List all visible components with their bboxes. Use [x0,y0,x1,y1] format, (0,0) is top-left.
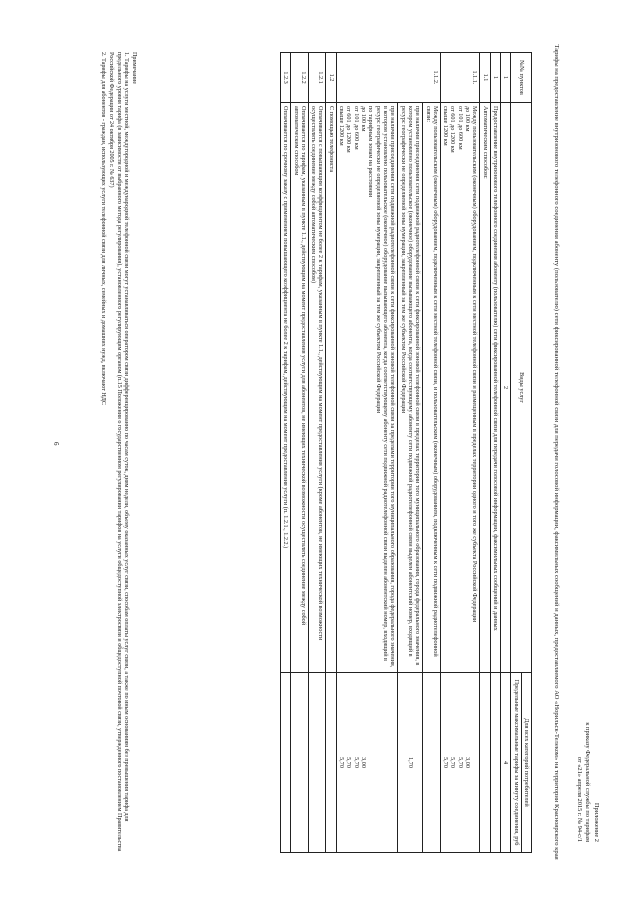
appendix-header [574,582,600,842]
row-value [490,673,500,853]
row-number: 1 [490,53,500,103]
order-reference: к приказу Федеральной службы по тарифам [584,722,592,842]
colnum-1: 1 [501,53,511,103]
tariff-value: 5,70 [456,757,464,768]
distance-band: от 601 до 1200 км [449,106,457,153]
row-number: 1.2 [326,53,336,103]
row-value [440,673,480,853]
tariff-value: 5,70 [442,757,450,768]
row-text: при наличии присоединения сети подвижной радиотелефонной связи к сети фиксированной зоновой телефонной связи в пределах территории того муниципального образования, города федерального значения, в котором установлено пользовательское (оконечное) оборудование вызывающего абонента, когда соответствующему абоненту сети подвижной радиотелефонной связи выделен абонентский номер, входящий в ресурс географически не определяемой зоны нумерации, закрепленный за тем же субъектом Российской Федерации [398,103,423,673]
distance-band: от 101 до 600 км [352,106,360,150]
row-text [336,103,398,673]
tariff-value: 5,70 [338,757,346,768]
page-number: 6 [52,442,60,446]
col-header-service: Виды услуг [511,103,532,673]
table-row [440,53,480,853]
note-1: 1. Тарифы на услуги местной, междугородной и международной телефонной связи могут устанавливаться оператором связи дифференцированно по часам суток, дням недели, объему оказанных услуг связи, способам оплаты услуг связи, а также по иным основаниям без превышения тарифа для предельного уровня тарифа (в зависимости от выбранного метода регулирования), установленного регулирующим органом (п.15 Положения о государственном регулировании тарифов на услуги общедоступной электросвязи и общедоступной почтовой связи, утвержденного постановлением Правительства Российской Федерации от 24 октября 2005 г. № 637) [108,52,129,852]
tariff-value: 1,70 [398,673,423,853]
tariff-table [280,52,532,853]
tariff-value: 3,00 [464,757,472,768]
row-number: 1.1.2. [336,53,440,103]
table-row [398,53,423,853]
row-text: Оплачивается с повышающим коэффициентом не более 2 к тарифам, указанным в пункте 1.1., действующим на момент предоставления услуги (кроме абонентов, не имеющих технической возможности осуществлять соединение между собой автоматическим способом) [308,103,326,673]
notes-section [98,52,138,852]
tariff-value: 5,70 [352,757,360,768]
row-text [440,103,480,673]
table-row [280,53,290,853]
row-value [480,673,490,853]
row-value [308,673,326,853]
distance-band: до 100 км [360,106,368,132]
distance-band: от 601 до 1200 км [345,106,353,153]
row-number: 1.2.3 [280,53,290,103]
distance-band: от 101 до 600 км [456,106,464,150]
colnum-3: 4 [501,673,511,853]
table-row [423,53,441,853]
row-text: Оплачивается по срочному заказу с применением повышающего коэффициента не более 2 к тарифам, действующим на момент предоставления услуги (п. 1.2.1., 1.2.2.) [280,103,290,673]
row-text: Между пользовательским (оконечным) оборудованием, подключенным к сети местной телефонной связи, и пользовательским (оконечным) оборудованием, подключенным к сети подвижной радиотелефонной связи: [423,103,441,673]
row-number: 1.2.1 [308,53,326,103]
rotated-document-page [40,42,600,862]
table-header-row [521,53,531,853]
table-row [480,53,490,853]
row-number: 1.1 [480,53,490,103]
table-row [490,53,500,853]
row-text: Оплачивается по тарифам, указанным в пункте 1.1., действующим на момент предоставления услуги для абонентов, не имеющих технической возможности осуществлять соединение между собой автоматическим способом [291,103,309,673]
col-header-tariff: Предельные максимальные тарифы за минуту соединения, руб [511,673,521,853]
col-header-number: №№ пунктов [511,53,532,103]
distance-band: свыше 1200 км [338,106,346,146]
table-row [326,53,336,853]
row-value [280,673,290,853]
row-text: Автоматическим способом: [480,103,490,673]
row-value [291,673,309,853]
distance-heading: по тарифным зонам на расстоянии [367,106,375,198]
order-date-number: от «21» апреля 2015 г. № 94-с/1 [575,756,583,842]
notes-title: Примечание [131,52,137,85]
note-2: 2. Тарифы для абонентов - граждан, использующих услуги телефонной связи для личных, семейных и домашних нужд, включают НДС [100,52,107,405]
row-value [336,673,398,853]
row-number: 1.1.1. [440,53,480,103]
row-description: Между пользовательским (оконечным) оборудованием, подключенным к сети местной телефонной связи и размещенным в пределах территории одного и того же субъекта Российской Федерации [471,106,479,623]
appendix-label: Приложение 2 [593,802,600,842]
colnum-2: 2 [501,103,511,673]
table-row [291,53,309,853]
tariff-value: 5,70 [449,757,457,768]
row-value [326,673,336,853]
table-row [336,53,398,853]
column-numbers-row [501,53,511,853]
row-text: С помощью телефониста [326,103,336,673]
row-number: 1.2.2 [291,53,309,103]
col-header-category: Для всех категорий потребителей [521,673,531,853]
tariff-value: 3,00 [360,757,368,768]
distance-band: до 100 км [464,106,472,132]
row-value [423,673,441,853]
document-title: Тарифы на предоставление внутризонового телефонного соединения абоненту (пользователю) сети фиксированной телефонной связи для передачи голосовой информации, факсимильных сообщений и данных, предоставляемого АО «Норильск-Телеком» на территории Красноярского края [553,44,560,860]
distance-band: свыше 1200 км [442,106,450,146]
table-row [308,53,326,853]
row-text: Предоставление внутризонового телефонного соединения абоненту (пользователю) сети фиксированной телефонной связи для передачи голосовой информации, факсимильных сообщений и данных [490,103,500,673]
tariff-value: 5,70 [345,757,353,768]
row-description: при наличии присоединения сети подвижной радиотелефонной связи к сети фиксированной зоновой телефонной связи за пределами территории того муниципального образования, города федерального значения, в котором установлено пользовательское (оконечное) оборудование вызывающего абонента, когда соответствующему абоненту сети подвижной радиотелефонной связи выделен абонентский номер, входящий в ресурс географически не определяемой зоны нумерации, закрепленный за тем же субъектом Российской Федерации [374,106,397,668]
